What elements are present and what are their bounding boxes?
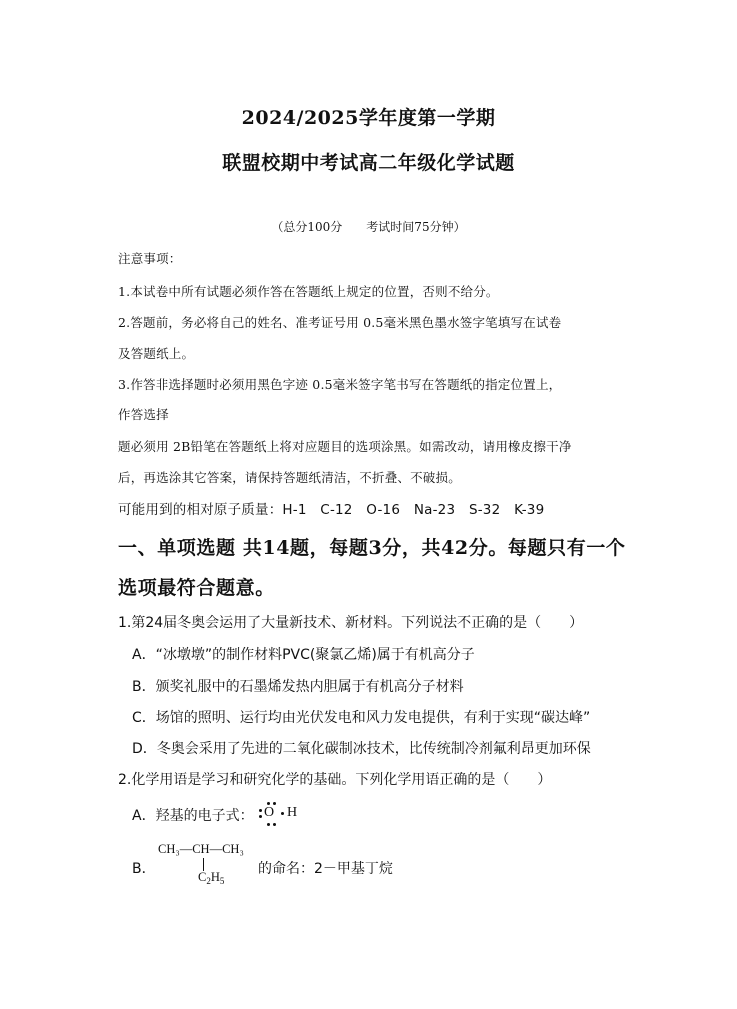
hydrogen-symbol: H xyxy=(287,805,298,820)
note-item-2-line-1: 2.答题前，务必将自己的姓名、准考证号用 0.5毫米黑色墨水签字笔填写在试卷 xyxy=(118,315,562,330)
question-1-option-a: A．“冰墩墩”的制作材料PVC(聚氯乙烯)属于有机高分子 xyxy=(132,647,475,663)
dot-icon xyxy=(281,812,284,815)
note-item-3-line-4: 后，再选涂其它答案，请保持答题纸清洁，不折叠、不破损。 xyxy=(118,470,461,485)
ethyl-carbon: C xyxy=(198,870,207,884)
dot-icon xyxy=(259,809,262,812)
note-item-3-line-3: 题必须用 2B铅笔在答题纸上将对应题目的选项涂黑。如需改动，请用橡皮擦干净 xyxy=(118,439,572,454)
question-1-option-c: C．场馆的照明、运行均由光伏发电和风力发电提供，有利于实现“碳达峰” xyxy=(132,710,591,726)
question-1-stem: 1.第24届冬奥会运用了大量新技术、新材料。下列说法不正确的是（ ） xyxy=(118,615,584,631)
question-2-option-b-label: B． xyxy=(132,861,156,877)
structural-formula-branch xyxy=(198,870,224,886)
note-item-3-line-2: 作答选择 xyxy=(118,407,169,422)
section-1-heading-line-1: 一、单项选题 共14题，每题3分，共42分。每题只有一个 xyxy=(118,537,626,559)
exam-meta: （总分100分 考试时间75分钟） xyxy=(271,220,466,234)
ethyl-hydrogen: H xyxy=(210,870,220,884)
question-1-option-b: B．颁奖礼服中的石墨烯发热内胆属于有机高分子材料 xyxy=(132,679,464,695)
ethyl-hydrogen-count: 5 xyxy=(219,876,225,886)
dot-icon xyxy=(273,823,276,826)
ethyl-carbon-count: 2 xyxy=(206,876,211,886)
oxygen-symbol: O xyxy=(264,805,275,820)
note-item-3-line-1: 3.作答非选择题时必须用黑色字迹 0.5毫米签字笔书写在答题纸的指定位置上， xyxy=(118,377,562,392)
hydroxyl-electron-dot-formula xyxy=(258,805,302,823)
section-1-heading-line-2: 选项最符合题意。 xyxy=(118,577,275,599)
note-item-2-line-2: 及答题纸上。 xyxy=(118,346,195,361)
dot-icon xyxy=(267,823,270,826)
dot-icon xyxy=(259,815,262,818)
question-2-option-b-text: 的命名：2－甲基丁烷 xyxy=(258,861,393,877)
question-2-option-a xyxy=(132,805,302,825)
exam-subject-title: 联盟校期中考试高二年级化学试题 xyxy=(222,152,515,174)
structural-formula-main-chain: CH₃—CH—CH₃ xyxy=(158,842,244,856)
question-2-option-a-label: A．羟基的电子式： xyxy=(132,808,254,824)
exam-term-title: 2024/2025学年度第一学期 xyxy=(241,107,496,129)
question-1-option-d: D．冬奥会采用了先进的二氧化碳制冰技术，比传统制冷剂氟利昂更加环保 xyxy=(132,741,591,757)
atomic-masses: 可能用到的相对原子质量：H-1 C-12 O-16 Na-23 S-32 K-39 xyxy=(118,502,545,518)
note-item-1: 1.本试卷中所有试题必须作答在答题纸上规定的位置，否则不给分。 xyxy=(118,284,499,299)
question-2-stem: 2.化学用语是学习和研究化学的基础。下列化学用语正确的是（ ） xyxy=(118,772,552,788)
notes-heading: 注意事项： xyxy=(118,251,182,266)
